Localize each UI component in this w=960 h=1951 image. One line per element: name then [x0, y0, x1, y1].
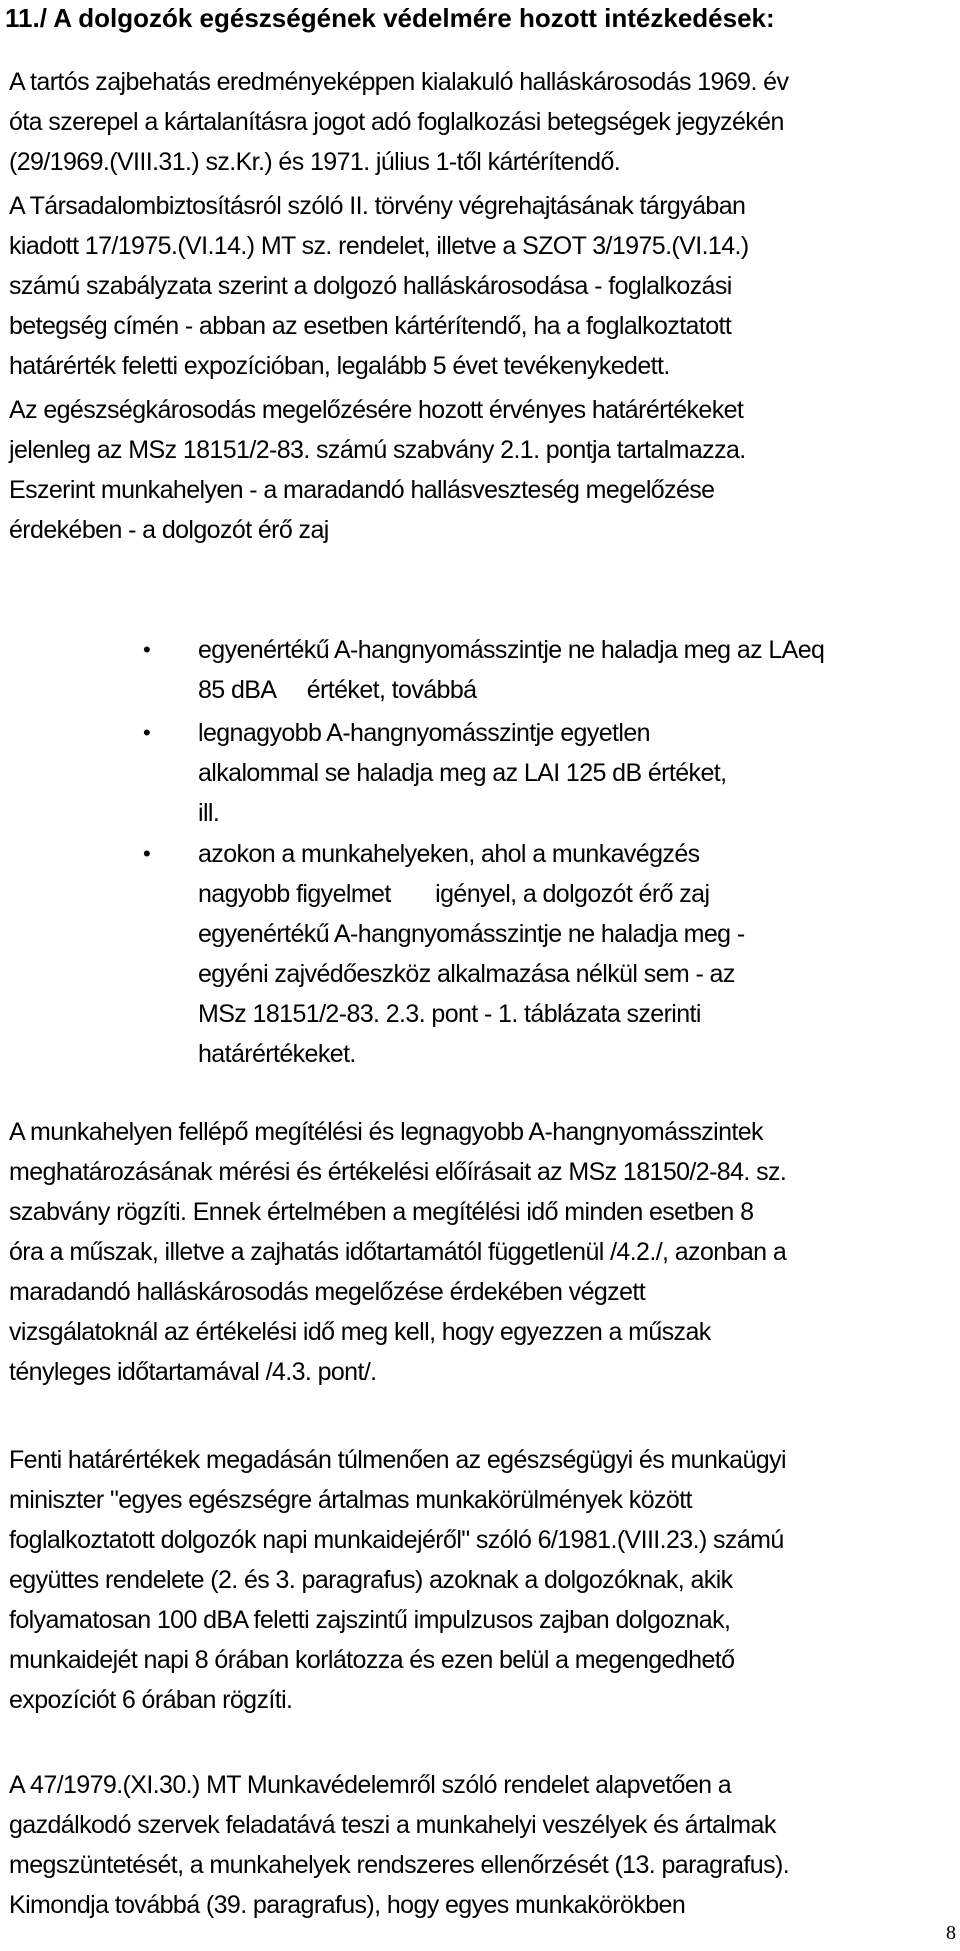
paragraph-line: (29/1969.(VIII.31.) sz.Kr.) és 1971. július 1-től kártérítendő.: [9, 148, 621, 176]
paragraph-working-hours: [9, 1440, 944, 1720]
paragraph-line: tényleges időtartamával /4.3. pont/.: [9, 1358, 377, 1386]
paragraph-line: A Társadalombiztosításról szóló II. törvény végrehajtásának tárgyában: [9, 192, 746, 220]
bullet-icon: •: [143, 637, 151, 662]
paragraph-social-security: [9, 186, 944, 386]
list-item-line: legnagyobb A-hangnyomásszintje egyetlen: [198, 719, 650, 747]
paragraph-line: A tartós zajbehatás eredményeképpen kialakuló halláskárosodás 1969. év: [9, 68, 789, 96]
paragraph-line: óta szerepel a kártalanításra jogot adó foglalkozási betegségek jegyzékén: [9, 108, 784, 136]
paragraph-line: számú szabályzata szerint a dolgozó halláskárosodása - foglalkozási: [9, 272, 732, 300]
list-item-line: egyéni zajvédőeszköz alkalmazása nélkül sem - az: [198, 960, 735, 988]
paragraph-line: határérték feletti expozícióban, legalább 5 évet tevékenykedett.: [9, 352, 670, 380]
paragraph-limit-values: [9, 390, 944, 550]
paragraph-line: óra a műszak, illetve a zajhatás időtartamától függetlenül /4.2./, azonban a: [9, 1238, 787, 1266]
paragraph-measurement: [9, 1112, 944, 1392]
paragraph-line: vizsgálatoknál az értékelési idő meg kell, hogy egyezzen a műszak: [9, 1318, 711, 1346]
list-item-line: egyenértékű A-hangnyomásszintje ne haladja meg -: [198, 920, 745, 948]
paragraph-line: érdekében - a dolgozót érő zaj: [9, 516, 329, 544]
paragraph-line: foglalkoztatott dolgozók napi munkaidejéről" szóló 6/1981.(VIII.23.) számú: [9, 1526, 784, 1554]
list-item-line: MSz 18151/2-83. 2.3. pont - 1. táblázata szerinti: [198, 1000, 701, 1028]
list-item-line: ill.: [198, 799, 220, 827]
list-item-line: határértékeket.: [198, 1040, 356, 1068]
paragraph-line: meghatározásának mérési és értékelési előírásait az MSz 18150/2-84. sz.: [9, 1158, 787, 1186]
list-item-line: egyenértékű A-hangnyomásszintje ne haladja meg az LAeq: [198, 636, 825, 664]
paragraph-line: expozíciót 6 órában rögzíti.: [9, 1686, 293, 1714]
paragraph-work-safety: [9, 1765, 944, 1925]
paragraph-line: A munkahelyen fellépő megítélési és legnagyobb A-hangnyomásszintek: [9, 1118, 763, 1146]
paragraph-line: A 47/1979.(XI.30.) MT Munkavédelemről szóló rendelet alapvetően a: [9, 1771, 732, 1799]
list-item-line: nagyobb figyelmet igényel, a dolgozót érő zaj: [198, 880, 710, 908]
paragraph-line: Kimondja továbbá (39. paragrafus), hogy egyes munkakörökben: [9, 1891, 686, 1919]
bullet-icon: •: [143, 720, 151, 745]
paragraph-line: munkaidejét napi 8 órában korlátozza és ezen belül a megengedhető: [9, 1646, 735, 1674]
list-item-line: azokon a munkahelyeken, ahol a munkavégzés: [198, 840, 700, 868]
paragraph-line: szabvány rögzíti. Ennek értelmében a megítélési idő minden esetben 8: [9, 1198, 754, 1226]
list-item-line: 85 dBA értéket, továbbá: [198, 676, 477, 704]
paragraph-line: együttes rendelete (2. és 3. paragrafus) azoknak a dolgozóknak, akik: [9, 1566, 733, 1594]
paragraph-line: Fenti határértékek megadásán túlmenően az egészségügyi és munkaügyi: [9, 1446, 786, 1474]
page-number: 8: [946, 1922, 956, 1944]
paragraph-line: betegség címén - abban az esetben kártérítendő, ha a foglalkoztatott: [9, 312, 732, 340]
paragraph-line: folyamatosan 100 dBA feletti zajszintű impulzusos zajban dolgoznak,: [9, 1606, 731, 1634]
paragraph-line: kiadott 17/1975.(VI.14.) MT sz. rendelet, illetve a SZOT 3/1975.(VI.14.): [9, 232, 749, 260]
bullet-icon: •: [143, 841, 151, 866]
paragraph-line: megszüntetését, a munkahelyek rendszeres ellenőrzését (13. paragrafus).: [9, 1851, 790, 1879]
paragraph-line: Eszerint munkahelyen - a maradandó hallásveszteség megelőzése: [9, 476, 715, 504]
paragraph-line: jelenleg az MSz 18151/2-83. számú szabvány 2.1. pontja tartalmazza.: [9, 436, 746, 464]
paragraph-line: Az egészségkárosodás megelőzésére hozott érvényes határértékeket: [9, 396, 744, 424]
paragraph-line: miniszter "egyes egészségre ártalmas munkakörülmények között: [9, 1486, 692, 1514]
paragraph-line: gazdálkodó szervek feladatává teszi a munkahelyi veszélyek és ártalmak: [9, 1811, 776, 1839]
list-item-line: alkalommal se haladja meg az LAI 125 dB értéket,: [198, 759, 727, 787]
paragraph-line: maradandó halláskárosodás megelőzése érdekében végzett: [9, 1278, 646, 1306]
section-heading: 11./ A dolgozók egészségének védelmére hozott intézkedések:: [5, 3, 775, 33]
paragraph-compensation: [9, 62, 944, 182]
